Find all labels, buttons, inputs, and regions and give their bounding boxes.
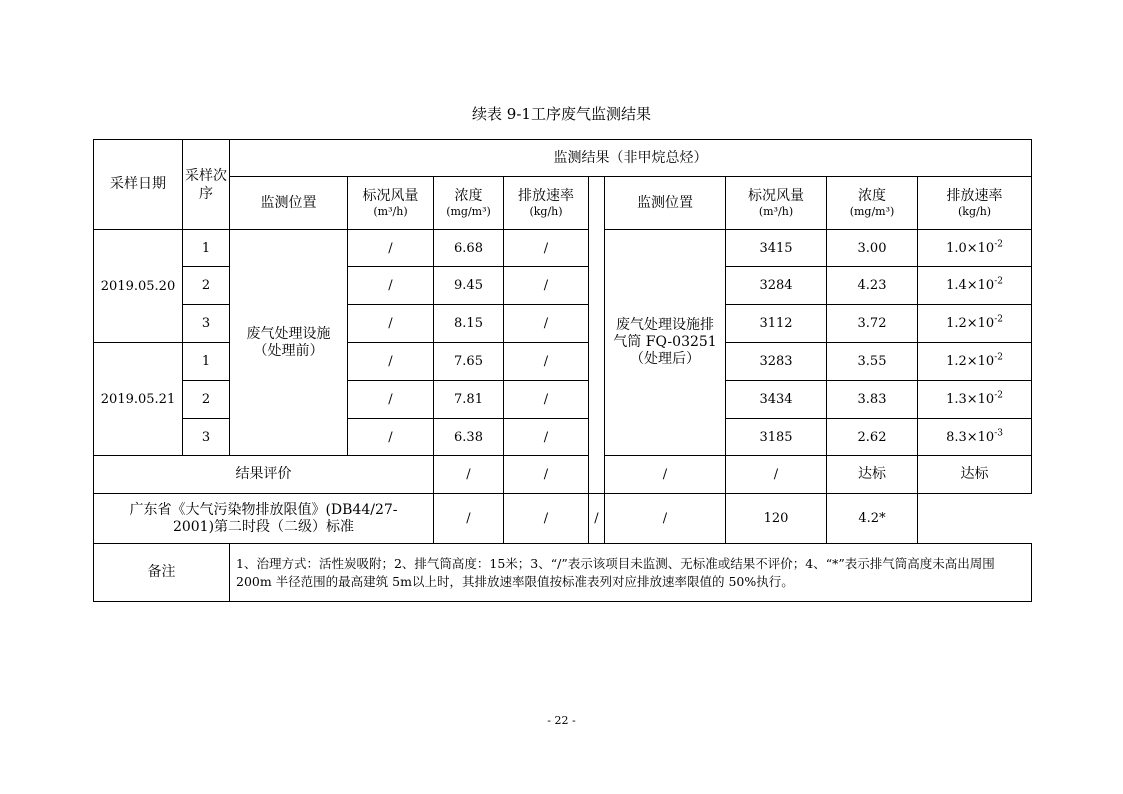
right-rate-exponent: -2 <box>994 239 1003 250</box>
evaluation-left-conc: / <box>434 456 504 494</box>
right-rate-cell <box>918 230 1032 267</box>
right-flow-cell: 3112 <box>726 305 827 343</box>
left-flow-cell: / <box>348 230 434 267</box>
right-rate-mantissa: 1.4×10 <box>946 278 995 293</box>
evaluation-right-flow: / <box>726 456 827 494</box>
date-cell: 2019.05.21 <box>94 343 183 456</box>
evaluation-left-rate: / <box>504 456 589 494</box>
right-conc-header <box>827 177 918 230</box>
right-rate-exponent: -2 <box>994 352 1003 363</box>
left-conc-cell: 7.81 <box>434 381 504 419</box>
right-flow-unit: (m³/h) <box>758 204 794 218</box>
right-rate-cell <box>918 419 1032 456</box>
standard-right-rate: 4.2* <box>827 494 918 544</box>
standard-label: 广东省《大气污染物排放限值》(DB44/27-2001)第二时段（二级）标准 <box>94 494 434 544</box>
left-conc-cell: 8.15 <box>434 305 504 343</box>
standard-right-conc: 120 <box>726 494 827 544</box>
left-rate-label: 排放速率 <box>518 187 574 204</box>
left-conc-label: 浓度 <box>454 187 483 204</box>
evaluation-row <box>94 456 1032 494</box>
right-rate-header <box>918 177 1032 230</box>
right-flow-cell: 3434 <box>726 381 827 419</box>
standard-row <box>94 494 1032 544</box>
left-flow-label: 标况风量 <box>362 187 419 204</box>
right-rate-mantissa: 1.2×10 <box>946 316 995 331</box>
left-rate-cell: / <box>504 343 589 381</box>
left-conc-cell: 6.68 <box>434 230 504 267</box>
right-rate-cell <box>918 381 1032 419</box>
evaluation-right-position: / <box>605 456 726 494</box>
left-flow-cell: / <box>348 381 434 419</box>
monitoring-result-header: 监测结果（非甲烷总烃） <box>230 140 1032 177</box>
results-table-wrapper <box>93 139 1032 602</box>
right-conc-cell: 4.23 <box>827 267 918 305</box>
standard-left-rate: / <box>504 494 589 544</box>
right-flow-cell: 3185 <box>726 419 827 456</box>
table-title: 续表 9-1工序废气监测结果 <box>472 105 651 123</box>
right-flow-header <box>726 177 827 230</box>
right-rate-mantissa: 1.2×10 <box>946 354 995 369</box>
right-position-header: 监测位置 <box>605 177 726 230</box>
right-conc-cell: 3.55 <box>827 343 918 381</box>
left-position-header: 监测位置 <box>230 177 348 230</box>
right-conc-label: 浓度 <box>858 187 886 204</box>
right-rate-exponent: -2 <box>994 314 1003 325</box>
right-rate-mantissa: 1.3×10 <box>946 392 995 407</box>
right-rate-exponent: -2 <box>994 276 1003 287</box>
sampling-date-header: 采样日期 <box>94 140 183 230</box>
right-conc-cell: 3.83 <box>827 381 918 419</box>
left-flow-cell: / <box>348 419 434 456</box>
results-table <box>93 139 1032 602</box>
right-flow-label: 标况风量 <box>748 187 804 204</box>
standard-right-position: / <box>589 494 605 544</box>
left-rate-header <box>504 177 589 230</box>
column-separator <box>589 177 605 494</box>
left-rate-unit: (kg/h) <box>529 204 563 218</box>
right-conc-cell: 2.62 <box>827 419 918 456</box>
right-rate-unit: (kg/h) <box>958 204 992 218</box>
header-row-1 <box>94 140 1032 177</box>
left-conc-cell: 9.45 <box>434 267 504 305</box>
left-rate-cell: / <box>504 381 589 419</box>
left-conc-cell: 7.65 <box>434 343 504 381</box>
remarks-text: 1、治理方式：活性炭吸附；2、排气筒高度：15米；3、“/”表示该项目未监测、无标准或结果不评价；4、“*”表示排气筒高度未高出周围 200m 半径范围的最高建筑 5m以上时，其排放速率限值按标准表列对应排放速率限值的 50%执行。 <box>230 544 1032 602</box>
right-rate-cell <box>918 343 1032 381</box>
order-cell: 3 <box>183 305 230 343</box>
order-cell: 1 <box>183 230 230 267</box>
right-flow-cell: 3284 <box>726 267 827 305</box>
right-rate-label: 排放速率 <box>946 187 1003 204</box>
left-rate-cell: / <box>504 419 589 456</box>
evaluation-label: 结果评价 <box>94 456 434 494</box>
right-rate-cell <box>918 305 1032 343</box>
date-cell: 2019.05.20 <box>94 230 183 343</box>
right-rate-mantissa: 1.0×10 <box>946 240 995 256</box>
left-flow-unit: (m³/h) <box>373 204 408 218</box>
left-conc-cell: 6.38 <box>434 419 504 456</box>
standard-right-flow: / <box>605 494 726 544</box>
right-conc-cell: 3.72 <box>827 305 918 343</box>
order-cell: 2 <box>183 267 230 305</box>
left-rate-cell: / <box>504 267 589 305</box>
left-rate-cell: / <box>504 305 589 343</box>
left-flow-header <box>348 177 434 230</box>
left-conc-header <box>434 177 504 230</box>
order-cell: 2 <box>183 381 230 419</box>
remarks-row <box>94 544 1032 602</box>
right-flow-cell: 3415 <box>726 230 827 267</box>
right-conc-cell: 3.00 <box>827 230 918 267</box>
right-rate-exponent: -3 <box>994 428 1003 439</box>
header-row-2 <box>94 177 1032 230</box>
order-cell: 3 <box>183 419 230 456</box>
left-conc-unit: (mg/m³) <box>446 204 491 218</box>
left-rate-cell: / <box>504 230 589 267</box>
remarks-label: 备注 <box>94 544 230 602</box>
table-row <box>94 230 1032 267</box>
right-rate-cell <box>918 267 1032 305</box>
right-flow-cell: 3283 <box>726 343 827 381</box>
sampling-order-header: 采样次序 <box>183 140 230 230</box>
standard-left-conc: / <box>434 494 504 544</box>
right-rate-exponent: -2 <box>994 390 1003 401</box>
right-rate-mantissa: 8.3×10 <box>946 429 995 445</box>
left-location-cell: 废气处理设施（处理前） <box>230 230 348 456</box>
left-flow-cell: / <box>348 305 434 343</box>
evaluation-right-rate: 达标 <box>918 456 1032 494</box>
page-number: - 22 - <box>547 714 576 727</box>
order-cell: 1 <box>183 343 230 381</box>
left-flow-cell: / <box>348 267 434 305</box>
right-location-cell: 废气处理设施排气筒 FQ-03251（处理后） <box>605 230 726 456</box>
evaluation-right-conc: 达标 <box>827 456 918 494</box>
right-conc-unit: (mg/m³) <box>849 204 895 218</box>
left-flow-cell: / <box>348 343 434 381</box>
